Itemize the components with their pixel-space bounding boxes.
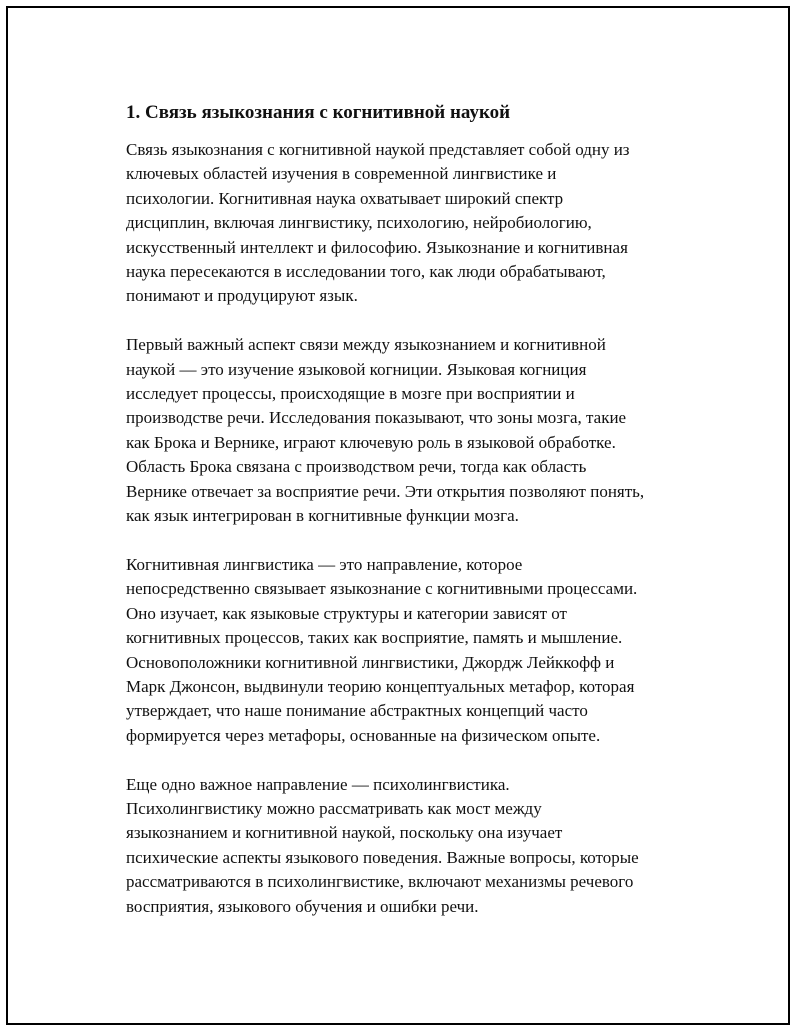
text-line: психические аспекты языкового поведения. Важные вопросы, которые: [126, 847, 639, 867]
text-line: психологии. Когнитивная наука охватывает широкий спектр: [126, 188, 564, 208]
text-line: искусственный интеллект и философию. Языкознание и когнитивная: [126, 237, 628, 257]
text-line: Основоположники когнитивной лингвистики, Джордж Лейккофф и: [126, 652, 615, 672]
text-line: дисциплин, включая лингвистику, психологию, нейробиологию,: [126, 213, 592, 233]
text-line: Область Брока связана с производством речи, тогда как область: [126, 457, 587, 477]
text-line: Связь языкознания с когнитивной наукой представляет собой одну из: [126, 140, 630, 159]
paragraph-intro: [126, 138, 696, 309]
text-line: рассматриваются в психолингвистике, включают механизмы речевого: [126, 872, 634, 892]
text-line: Когнитивная лингвистика — это направление, которое: [126, 554, 523, 574]
paragraph-language-cognition: [126, 333, 696, 528]
paragraph-psycholinguistics: [126, 773, 696, 919]
page-frame: [6, 6, 790, 1025]
text-line: непосредственно связывает языкознание с когнитивными процессами.: [126, 579, 638, 599]
text-line: языкознанием и когнитивной наукой, поскольку она изучает: [126, 823, 563, 843]
text-line: утверждает, что наше понимание абстрактных концепций часто: [126, 701, 588, 721]
text-line: когнитивных процессов, таких как восприятие, память и мышление.: [126, 628, 623, 648]
text-line: производстве речи. Исследования показывают, что зоны мозга, такие: [126, 408, 627, 428]
text-line: как язык интегрирован в когнитивные функции мозга.: [126, 506, 519, 526]
text-line: наукой — это изучение языковой когниции. Языковая когниция: [126, 359, 587, 379]
text-line: исследует процессы, происходящие в мозге при восприятии и: [126, 384, 575, 404]
text-line: Марк Джонсон, выдвинули теорию концептуальных метафор, которая: [126, 676, 635, 696]
text-line: Психолингвистику можно рассматривать как мост между: [126, 798, 542, 818]
paragraph-cognitive-linguistics: [126, 553, 696, 748]
text-line: Оно изучает, как языковые структуры и категории зависят от: [126, 603, 567, 623]
text-line: Вернике отвечает за восприятие речи. Эти открытия позволяют понять,: [126, 481, 645, 501]
text-line: понимают и продуцируют язык.: [126, 286, 358, 306]
text-line: Первый важный аспект связи между языкознанием и когнитивной: [126, 335, 606, 355]
text-line: формируется через метафоры, основанные на физическом опыте.: [126, 725, 601, 745]
text-line: Еще одно важное направление — психолингвистика.: [126, 774, 510, 794]
text-line: как Брока и Вернике, играют ключевую роль в языковой обработке.: [126, 432, 616, 452]
text-line: восприятия, языкового обучения и ошибки речи.: [126, 896, 479, 916]
section-heading: 1. Связь языкознания с когнитивной наукой: [126, 102, 511, 123]
text-line: ключевых областей изучения в современной лингвистике и: [126, 164, 557, 184]
text-line: наука пересекаются в исследовании того, как люди обрабатывают,: [126, 262, 606, 282]
document-body: [126, 100, 696, 943]
